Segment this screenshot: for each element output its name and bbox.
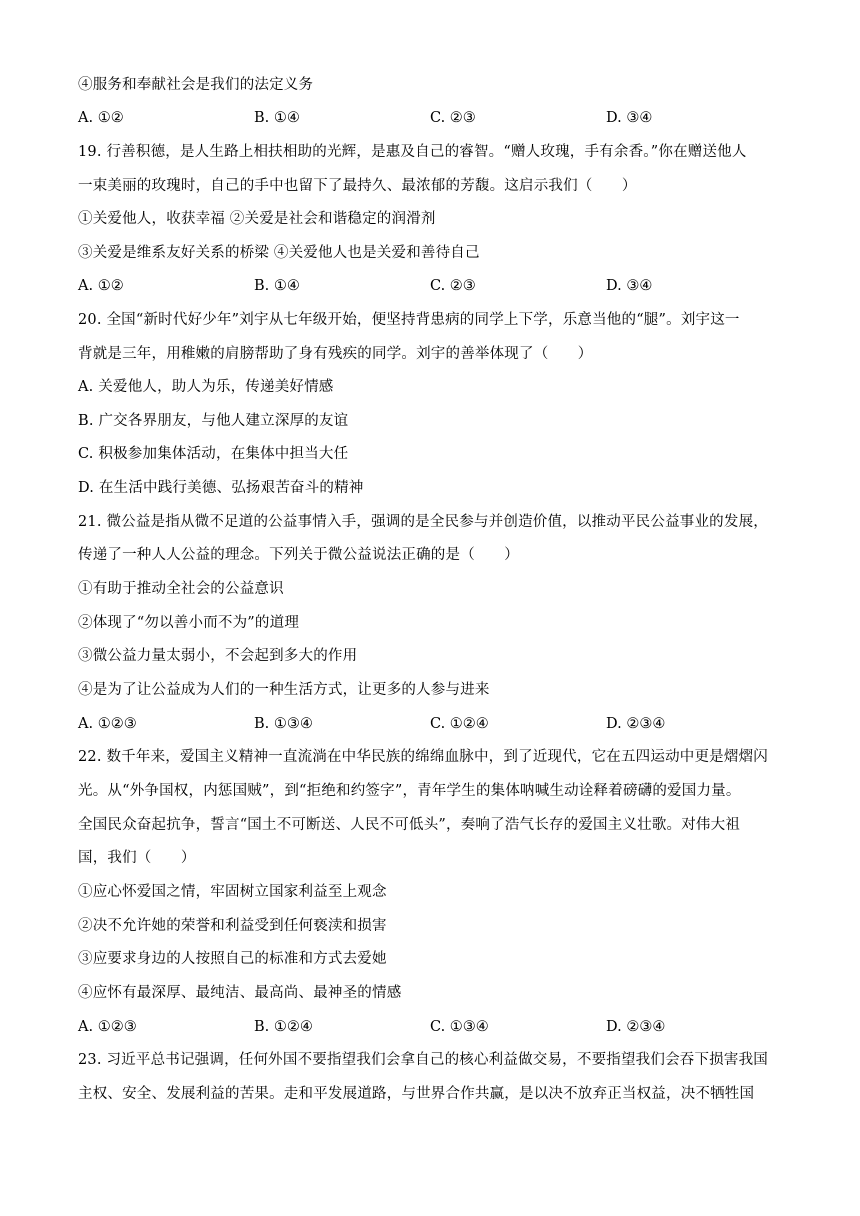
q22-options xyxy=(78,1017,784,1037)
q22-stem-line-2: 光。从“外争国权，内惩国贼”，到“拒绝和约签字”，青年学生的集体呐喊生动诠释着磅礴的爱国力量。 xyxy=(78,783,741,799)
q21-option-a: A. ①②③ xyxy=(78,716,137,732)
q23-stem-line-1: 23. 习近平总书记强调，任何外国不要指望我们会拿自己的核心利益做交易，不要指望我们会吞下损害我国 xyxy=(78,1052,768,1068)
q19-option-a: A. ①② xyxy=(78,278,124,294)
q20-stem-line-1: 20. 全国“新时代好少年”刘宇从七年级开始，便坚持背患病的同学上下学，乐意当他的“腿”。刘宇这一 xyxy=(78,312,740,328)
q21-stem-line-1: 21. 微公益是指从微不足道的公益事情入手，强调的是全民参与并创造价值，以推动平民公益事业的发展， xyxy=(78,514,768,530)
q22-stem-line-3: 全国民众奋起抗争，誓言“国土不可断送、人民不可低头”，奏响了浩气长存的爱国主义壮歌。对伟大祖 xyxy=(78,817,741,833)
q20-stem-line-2: 背就是三年，用稚嫩的肩膀帮助了身有残疾的同学。刘宇的善举体现了（ ） xyxy=(78,346,593,362)
q19-option-d: D. ③④ xyxy=(606,278,653,294)
q21-statement-1: ①有助于推动全社会的公益意识 xyxy=(78,581,284,597)
q19-option-c: C. ②③ xyxy=(430,278,476,294)
q21-options xyxy=(78,714,784,734)
q19-option-b: B. ①④ xyxy=(254,278,300,294)
q22-stem-line-1: 22. 数千年来，爱国主义精神一直流淌在中华民族的绵绵血脉中，到了近现代，它在五四运动中更是熠熠闪 xyxy=(78,749,768,765)
q22-option-c: C. ①③④ xyxy=(430,1019,489,1035)
q18-option-a: A. ①② xyxy=(78,110,124,126)
q22-statement-4: ④应怀有最深厚、最纯洁、最高尚、最神圣的情感 xyxy=(78,985,402,1001)
q19-stem-line-1: 19. 行善积德，是人生路上相扶相助的光辉，是惠及自己的睿智。“赠人玫瑰，手有余香。”你在赠送他人 xyxy=(78,144,747,160)
q19-options xyxy=(78,276,784,296)
q20-option-a: A. 关爱他人，助人为乐，传递美好情感 xyxy=(78,379,334,395)
q22-stem-line-4: 国，我们（ ） xyxy=(78,850,196,866)
q21-option-b: B. ①③④ xyxy=(254,716,313,732)
q22-option-d: D. ②③④ xyxy=(606,1019,666,1035)
q21-statement-4: ④是为了让公益成为人们的一种生活方式，让更多的人参与进来 xyxy=(78,682,490,698)
q18-option-c: C. ②③ xyxy=(430,110,476,126)
q22-statement-3: ③应要求身边的人按照自己的标准和方式去爱她 xyxy=(78,951,387,967)
q18-option-d: D. ③④ xyxy=(606,110,653,126)
q21-option-c: C. ①②④ xyxy=(430,716,489,732)
q19-stem-line-2: 一束美丽的玫瑰时，自己的手中也留下了最持久、最浓郁的芳馥。这启示我们（ ） xyxy=(78,178,637,194)
q21-statement-2: ②体现了“勿以善小而不为”的道理 xyxy=(78,615,300,631)
q18-option-b: B. ①④ xyxy=(254,110,300,126)
q19-statements-1-2: ①关爱他人，收获幸福 ②关爱是社会和谐稳定的润滑剂 xyxy=(78,211,436,227)
q21-option-d: D. ②③④ xyxy=(606,716,666,732)
q18-options xyxy=(78,108,784,128)
q20-option-d: D. 在生活中践行美德、弘扬艰苦奋斗的精神 xyxy=(78,480,364,496)
q18-statement-4: ④服务和奉献社会是我们的法定义务 xyxy=(78,77,314,93)
q19-statements-3-4: ③关爱是维系友好关系的桥梁 ④关爱他人也是关爱和善待自己 xyxy=(78,245,480,261)
q21-statement-3: ③微公益力量太弱小，不会起到多大的作用 xyxy=(78,648,358,664)
q21-stem-line-2: 传递了一种人人公益的理念。下列关于微公益说法正确的是（ ） xyxy=(78,547,519,563)
q23-stem-line-2: 主权、安全、发展利益的苦果。走和平发展道路，与世界合作共赢，是以决不放弃正当权益，决不牺牲国 xyxy=(78,1086,755,1102)
q22-option-a: A. ①②③ xyxy=(78,1019,137,1035)
q20-option-b: B. 广交各界朋友，与他人建立深厚的友谊 xyxy=(78,413,349,429)
q22-statement-2: ②决不允许她的荣誉和利益受到任何亵渎和损害 xyxy=(78,918,387,934)
q22-statement-1: ①应心怀爱国之情，牢固树立国家利益至上观念 xyxy=(78,884,387,900)
q22-option-b: B. ①②④ xyxy=(254,1019,313,1035)
q20-option-c: C. 积极参加集体活动，在集体中担当大任 xyxy=(78,446,349,462)
